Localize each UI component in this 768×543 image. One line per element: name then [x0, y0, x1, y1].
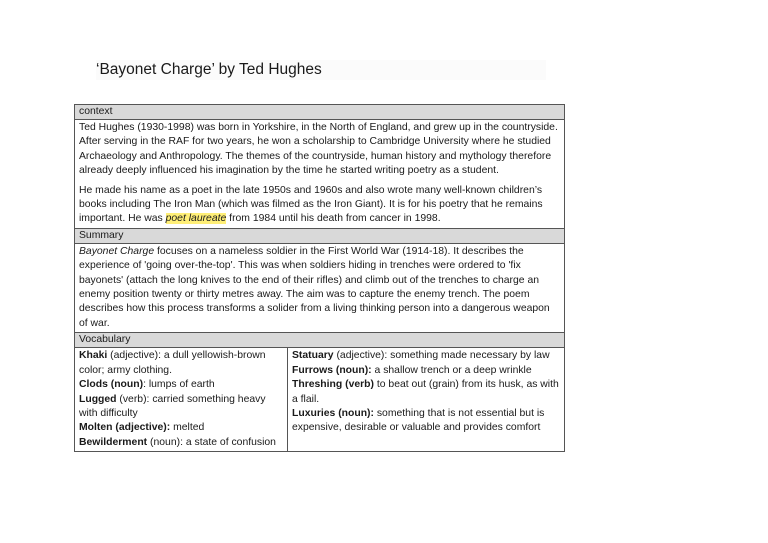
vocab-term: Bewilderment [79, 436, 148, 448]
vocab-entry [292, 378, 560, 407]
vocab-entry [79, 393, 283, 422]
vocab-entry [292, 407, 560, 436]
vocab-definition: : lumps of earth [143, 379, 215, 391]
vocab-definition: melted [170, 422, 205, 434]
context-row [75, 120, 565, 229]
context-p2-end: from 1984 until his death from cancer in 1998. [226, 213, 441, 225]
vocab-pos: (adjective) [107, 350, 159, 362]
vocab-definition: : a dull yellowish-brown color; army clothing. [79, 350, 266, 376]
vocab-term: Molten (adjective): [79, 422, 171, 434]
vocab-term: Furrows (noun): [292, 364, 372, 376]
vocab-entry [292, 364, 560, 378]
vocab-definition: something that is not essential but is expensive, desirable or valuable and provides comfort [292, 407, 545, 434]
vocab-pos: (noun) [147, 436, 181, 448]
summary-cell [75, 243, 565, 332]
info-table [74, 104, 565, 452]
vocab-term: Lugged [79, 393, 117, 405]
highlighted-phrase: poet laureate [165, 213, 227, 225]
vocabulary-right-cell [288, 348, 565, 452]
vocab-definition: : a state of confusion [180, 436, 276, 448]
vocab-definition: : carried something heavy with difficulty [79, 393, 266, 419]
summary-header-row [75, 228, 565, 243]
vocab-entry [79, 436, 283, 450]
summary-row [75, 243, 565, 332]
vocab-entry [79, 421, 283, 435]
vocab-term: Clods (noun) [79, 379, 144, 391]
vocab-term: Khaki [79, 350, 108, 362]
vocabulary-header-row [75, 333, 565, 348]
vocab-entry [79, 349, 283, 378]
context-cell [75, 120, 565, 229]
vocab-entry [79, 378, 283, 392]
vocab-term: Statuary [292, 350, 334, 362]
poem-title: Bayonet Charge [79, 245, 155, 257]
vocab-definition: a shallow trench or a deep wrinkle [371, 364, 532, 376]
vocab-term: Luxuries (noun): [292, 407, 374, 419]
vocabulary-left-cell [75, 348, 288, 452]
context-paragraph-1: Ted Hughes (1930-1998) was born in Yorkshire, in the North of England, and grew up in the countryside. After serving in the RAF for two years, he won a scholarship to Cambridge University where he studied Archaeology and Anthropology. The themes of the countryside, human history and mythology therefore already deeply influenced his imagination by the time he started writing poetry as a student. [79, 122, 558, 177]
vocab-pos: (verb) [116, 393, 147, 405]
vocabulary-heading: Vocabulary [75, 333, 565, 348]
context-paragraph-2 [79, 184, 560, 227]
vocabulary-row [75, 348, 565, 452]
vocab-definition: : something made necessary by law [384, 350, 550, 362]
context-p2-start: He made his name as a poet in the late 1950s and 1960s and also wrote many well-known children’s books including The Iron Man (which was filmed as the Iron Giant). It is for his poetry that he remains important. He was [79, 184, 543, 225]
context-heading: context [75, 105, 565, 120]
summary-text: focuses on a nameless soldier in the First World War (1914-18). It describes the experience of 'going over-the-top'. This was when soldiers hiding in trenches were ordered to 'fix bayonets' (attach the long knives to the end of their rifles) and climb out of the trenches to charge an enemy position twenty or thirty metres away. The aim was to capture the enemy trench. The poem describes how this process transforms a solider from a living thinking person into a dangerous weapon of war. [79, 245, 550, 329]
document-title: ‘Bayonet Charge’ by Ted Hughes [96, 60, 546, 80]
context-header-row [75, 105, 565, 120]
vocab-entry [292, 349, 560, 363]
vocab-term: Threshing (verb) [292, 379, 374, 391]
vocab-definition: to beat out (grain) from its husk, as with a flail. [292, 379, 559, 405]
summary-heading: Summary [75, 228, 565, 243]
vocab-pos: (adjective) [333, 350, 385, 362]
